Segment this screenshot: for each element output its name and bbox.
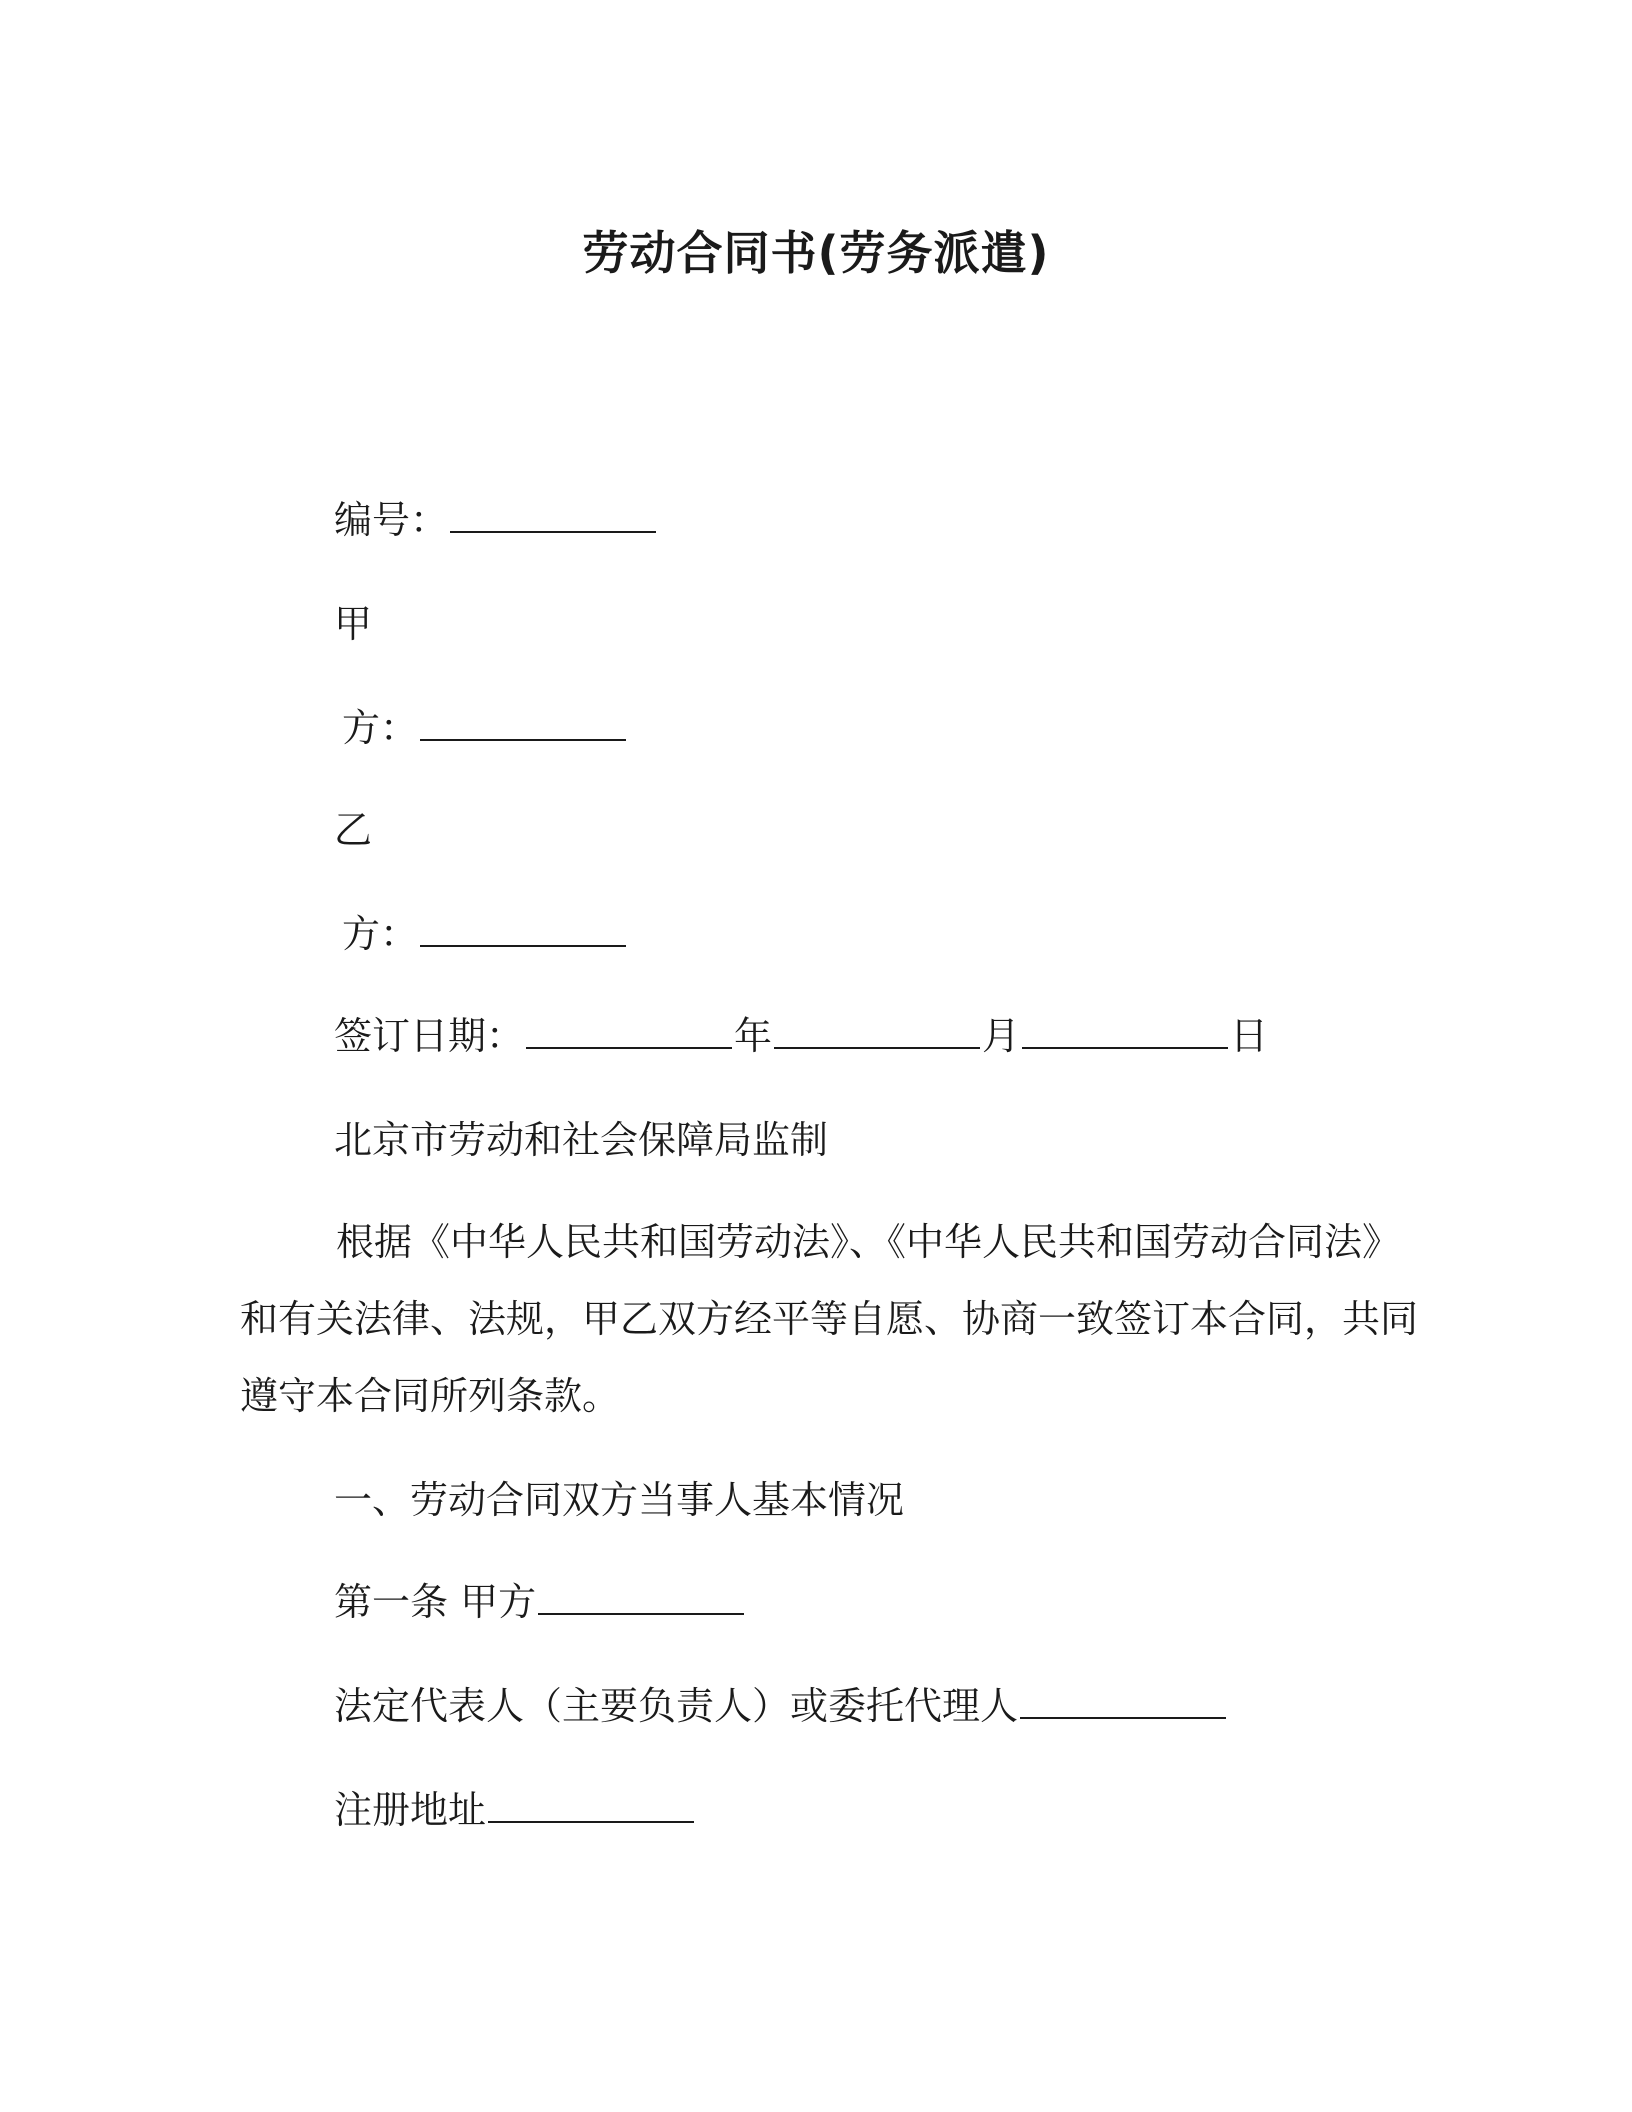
party-b-blank[interactable] [420,905,626,947]
legal-rep-label: 法定代表人（主要负责人）或委托代理人 [334,1684,1019,1728]
sign-month-blank[interactable] [774,1007,980,1049]
party-a-label: 方： [342,706,419,750]
serial-number-blank[interactable] [450,491,656,533]
party-a-name-blank[interactable] [538,1573,744,1615]
party-b-label: 方： [342,912,419,956]
party-b-line [342,904,628,964]
party-a-blank[interactable] [420,699,626,741]
year-label: 年 [734,1014,773,1058]
party-a-char: 甲 [334,602,373,646]
article-1-line [334,1572,746,1632]
day-label: 日 [1230,1014,1269,1058]
month-label: 月 [982,1014,1021,1058]
reg-address-line [334,1780,696,1840]
party-a-line [342,698,628,758]
article-1-label: 第一条 甲方 [334,1580,537,1624]
sign-year-blank[interactable] [526,1007,732,1049]
reg-address-blank[interactable] [488,1781,694,1823]
legal-rep-blank[interactable] [1020,1677,1226,1719]
sign-day-blank[interactable] [1022,1007,1228,1049]
sign-date-label: 签订日期： [334,1014,525,1058]
document-title: 劳动合同书(劳务派遣) [582,226,1050,280]
serial-number-line [334,490,658,550]
party-b-char: 乙 [334,808,373,852]
supervisor-line: 北京市劳动和社会保障局监制 [334,1118,829,1162]
section-1-heading: 一、劳动合同双方当事人基本情况 [334,1478,905,1522]
preamble-paragraph: 根据《中华人民共和国劳动法》、《中华人民共和国劳动合同法》和有关法律、法规，甲乙双方经平等自愿、协商一致签订本合同，共同遵守本合同所列条款。 [240,1220,1419,1418]
sign-date-line [334,1006,1268,1066]
legal-rep-line [334,1676,1228,1736]
reg-address-label: 注册地址 [334,1788,487,1832]
serial-number-label: 编号： [334,498,449,542]
